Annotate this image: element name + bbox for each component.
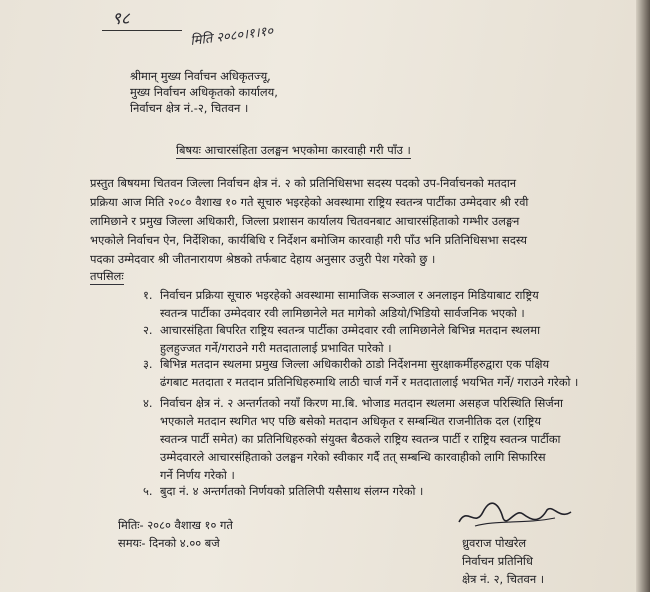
footer-date: मितिः- २०८० वैशाख १० गते — [118, 518, 233, 532]
signatory-role: निर्वाचन प्रतिनिधि — [462, 554, 533, 568]
item-4-line-3: स्वतन्त्र पार्टी समेत) का प्रतिनिधिहरुको संयुक्त बैठकले राष्ट्रिय स्वतन्त्र पार्टी र राष्ट्रिय स्वतन्त्र पार्टीका — [160, 432, 561, 446]
body-line-5: पदका उम्मेदवार श्री जीतनारायण श्रेष्ठको तर्फबाट देहाय अनुसार उजुरी पेश गरेको छु । — [90, 252, 436, 266]
handwritten-number: ९८ — [112, 9, 130, 29]
item-4-number: ४. — [143, 396, 153, 410]
item-1-line-1: निर्वाचन प्रक्रिया सूचारु भइरहेको अवस्थामा सामाजिक सञ्जाल र अनलाइन मिडियाबाट राष्ट्रिय — [160, 288, 539, 302]
item-3-number: ३. — [143, 357, 153, 371]
signatory-area: क्षेत्र नं. २, चितवन । — [462, 572, 545, 586]
body-line-2: प्रक्रिया आज मिति २०८० वैशाख १० गते सूचारु भइरहेको अवस्थामा राष्ट्रिय स्वतन्त्र पार्टीका उम्मेदवार श्री रवी — [90, 195, 529, 209]
body-line-3: लामिछाने र प्रमुख जिल्ला अधिकारी, जिल्ला प्रशासन कार्यालय चितवनबाट आचारसंहिताको गम्भीर उलङ्घन — [90, 214, 520, 228]
item-1-line-2: स्वतन्त्र पार्टीका उम्मेदवार रवी लामिछानेले मत मागेको अडियो/भिडियो सार्वजनिक भएको । — [160, 306, 525, 320]
handwritten-number-underline — [102, 30, 182, 31]
item-2-number: २. — [143, 323, 153, 337]
item-4-line-1: निर्वाचन क्षेत्र नं. २ अन्तर्गतको नयाँ किरण मा.बि. भोजाड मतदान स्थलमा असहज परिस्थिति सिर्जना — [160, 396, 564, 410]
footer-time: समयः- दिनको ४.०० बजे — [118, 536, 220, 550]
item-3-line-1: बिभिन्न मतदान स्थलमा प्रमुख जिल्ला अधिकारीको ठाडो निर्देशनमा सुरक्षाकर्मीहरुद्वारा एक पक्षिय — [160, 357, 550, 371]
item-1-number: १. — [143, 288, 153, 302]
item-4-line-2: भएकाले मतदान स्थगित भए पछि बसेको मतदान अधिकृत र सम्बन्धित राजनीतिक दल (राष्ट्रिय — [160, 414, 542, 428]
item-2-line-1: आचारसंहिता बिपरित राष्ट्रिय स्वतन्त्र पार्टीका उम्मेदवार रवी लामिछानेले बिभिन्न मतदान स्थलमा — [160, 323, 541, 337]
body-line-4: भएकोले निर्वाचन ऐन, निर्देशिका, कार्यबिधि र निर्देशन बमोजिम कारवाही गरी पाँउ भनि प्रतिनिधिसभा सदस्य — [90, 233, 527, 247]
item-4-line-4: उम्मेदवारले आचारसंहिताको उलङ्घन गरेको स्वीकार गर्दै तत् सम्बन्धि कारवाहीको लागि सिफारिस — [160, 450, 546, 464]
signature-scribble — [455, 500, 575, 532]
handwritten-date: मिति २०८०।१।१० — [189, 23, 275, 50]
signatory-name: ध्रुवराज पोखरेल — [462, 536, 527, 550]
details-heading: तपसिलः — [90, 269, 124, 283]
item-3-line-2: ढंगबाट मतदाता र मतदान प्रतिनिधिहरुमाथि लाठी चार्ज गर्ने र मतदातालाई भयभित गर्ने/ गराउने गरेको । — [160, 375, 579, 389]
item-5-line-1: बुदा नं. ४ अन्तर्गतको निर्णयको प्रतिलिपी यसैसाथ संलग्न गरेको । — [160, 484, 424, 498]
subject-line: बिषयः आचारसंहिता उलङ्घन भएकोमा कारवाही गरी पाँउ । — [176, 143, 411, 157]
body-line-1: प्रस्तुत बिषयमा चितवन जिल्ला निर्वाचन क्षेत्र नं. २ को प्रतिनिधिसभा सदस्य पदको उप-निर्वाचनको मतदान — [90, 176, 517, 190]
addressee-line-3: निर्वाचन क्षेत्र नं.-२, चितवन । — [130, 101, 249, 115]
item-5-number: ५. — [143, 484, 153, 498]
item-4-line-5: गर्ने निर्णय गरेको । — [160, 468, 235, 482]
addressee-line-1: श्रीमान् मुख्य निर्वाचन अधिकृतज्यू, — [130, 69, 271, 83]
addressee-line-2: मुख्य निर्वाचन अधिकृतको कार्यालय, — [130, 85, 278, 99]
item-2-line-2: हुलहुज्जत गर्ने/गराउने गरी मतदातालाई प्रभावित पारेको । — [160, 341, 392, 355]
